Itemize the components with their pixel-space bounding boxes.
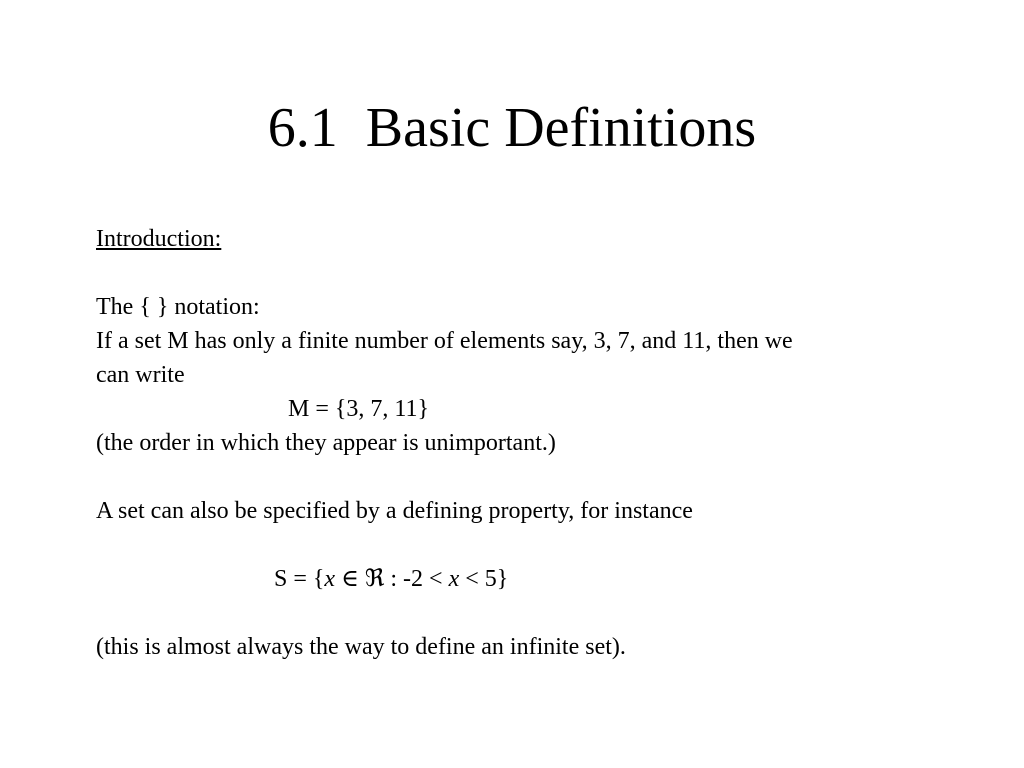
set-s-variable: x — [448, 566, 460, 592]
infinite-note: (this is almost always the way to define an infinite set). — [96, 634, 626, 660]
blank-line — [96, 460, 956, 494]
order-note: (the order in which they appear is unimportant.) — [96, 430, 556, 456]
set-s-membership: ∈ ℜ : -2 < — [335, 566, 449, 592]
set-s-prefix: S = { — [274, 566, 325, 592]
slide-title: 6.1 Basic Definitions — [267, 97, 757, 159]
blank-line — [96, 528, 956, 562]
set-s-suffix: < 5} — [459, 566, 509, 592]
set-m-definition: M = {3, 7, 11} — [288, 396, 430, 422]
slide-body — [96, 222, 956, 664]
blank-line — [96, 596, 956, 630]
finite-set-line-1: If a set M has only a finite number of elements say, 3, 7, and 11, then we — [96, 328, 793, 354]
property-line: A set can also be specified by a defining property, for instance — [96, 498, 693, 524]
blank-line — [96, 256, 956, 290]
notation-heading: The { } notation: — [96, 294, 260, 320]
introduction-heading: Introduction: — [96, 226, 222, 252]
finite-set-line-2: can write — [96, 362, 185, 388]
set-s-definition — [96, 562, 956, 596]
set-s-variable: x — [324, 566, 336, 592]
